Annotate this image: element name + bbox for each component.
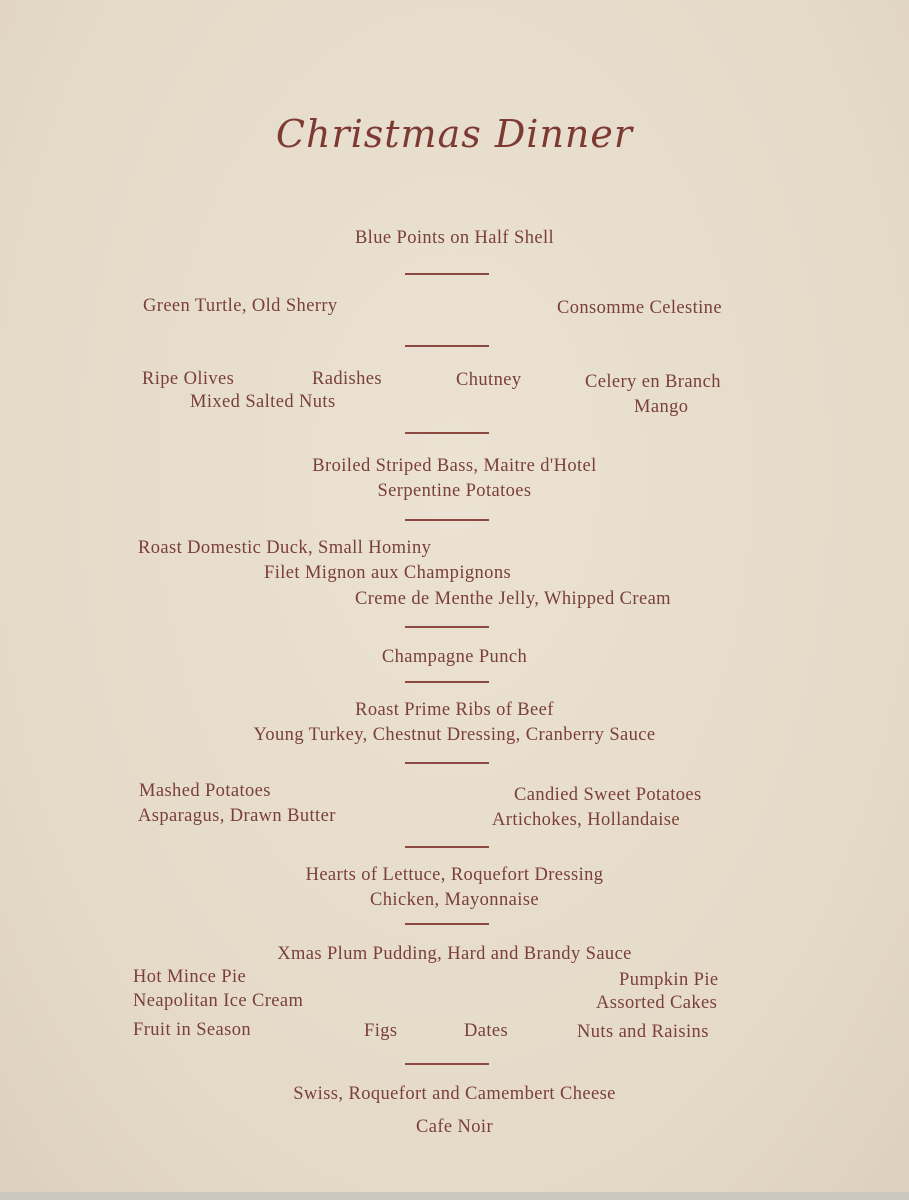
menu-item: Ripe Olives <box>142 369 235 389</box>
menu-item: Xmas Plum Pudding, Hard and Brandy Sauce <box>277 944 632 964</box>
menu-item: Mashed Potatoes <box>139 781 271 801</box>
divider-rule <box>405 626 489 628</box>
menu-item: Chicken, Mayonnaise <box>370 890 539 910</box>
menu-item: Celery en Branch <box>585 372 721 392</box>
menu-item: Nuts and Raisins <box>577 1022 709 1042</box>
menu-item: Neapolitan Ice Cream <box>133 991 304 1011</box>
divider-rule <box>405 345 489 347</box>
menu-item: Champagne Punch <box>381 647 528 667</box>
divider-rule <box>405 432 489 434</box>
menu-item: Candied Sweet Potatoes <box>514 785 702 805</box>
menu-item: Broiled Striped Bass, Maitre d'Hotel <box>312 456 597 476</box>
divider-rule <box>405 273 489 275</box>
menu-item: Mixed Salted Nuts <box>190 392 336 412</box>
divider-rule <box>405 1063 489 1065</box>
menu-item: Mango <box>634 397 689 417</box>
menu-item: Pumpkin Pie <box>619 970 719 990</box>
menu-title: Christmas Dinner <box>275 112 634 156</box>
menu-item: Artichokes, Hollandaise <box>492 810 680 830</box>
menu-item: Blue Points on Half Shell <box>354 228 555 248</box>
menu-item: Swiss, Roquefort and Camembert Cheese <box>293 1084 616 1104</box>
menu-item: Figs <box>364 1021 398 1041</box>
menu-item: Asparagus, Drawn Butter <box>138 806 336 826</box>
page-edge <box>0 1192 909 1200</box>
divider-rule <box>405 681 489 683</box>
menu-item: Cafe Noir <box>415 1117 494 1137</box>
menu-item: Chutney <box>456 370 522 390</box>
menu-item: Green Turtle, Old Sherry <box>143 296 338 316</box>
menu-item: Radishes <box>312 369 383 389</box>
menu-item: Filet Mignon aux Champignons <box>264 563 512 583</box>
divider-rule <box>405 923 489 925</box>
menu-item: Hot Mince Pie <box>133 967 247 987</box>
menu-item: Creme de Menthe Jelly, Whipped Cream <box>355 589 671 609</box>
menu-item: Assorted Cakes <box>596 993 718 1013</box>
menu-item: Dates <box>464 1021 509 1041</box>
menu-item: Roast Domestic Duck, Small Hominy <box>138 538 432 558</box>
divider-rule <box>405 762 489 764</box>
menu-item: Hearts of Lettuce, Roquefort Dressing <box>305 865 604 885</box>
menu-item: Fruit in Season <box>133 1020 252 1040</box>
menu-item: Serpentine Potatoes <box>377 481 532 501</box>
menu-item: Young Turkey, Chestnut Dressing, Cranberry Sauce <box>253 725 656 745</box>
menu-item: Consomme Celestine <box>557 298 722 318</box>
divider-rule <box>405 519 489 521</box>
divider-rule <box>405 846 489 848</box>
menu-item: Roast Prime Ribs of Beef <box>355 700 554 720</box>
